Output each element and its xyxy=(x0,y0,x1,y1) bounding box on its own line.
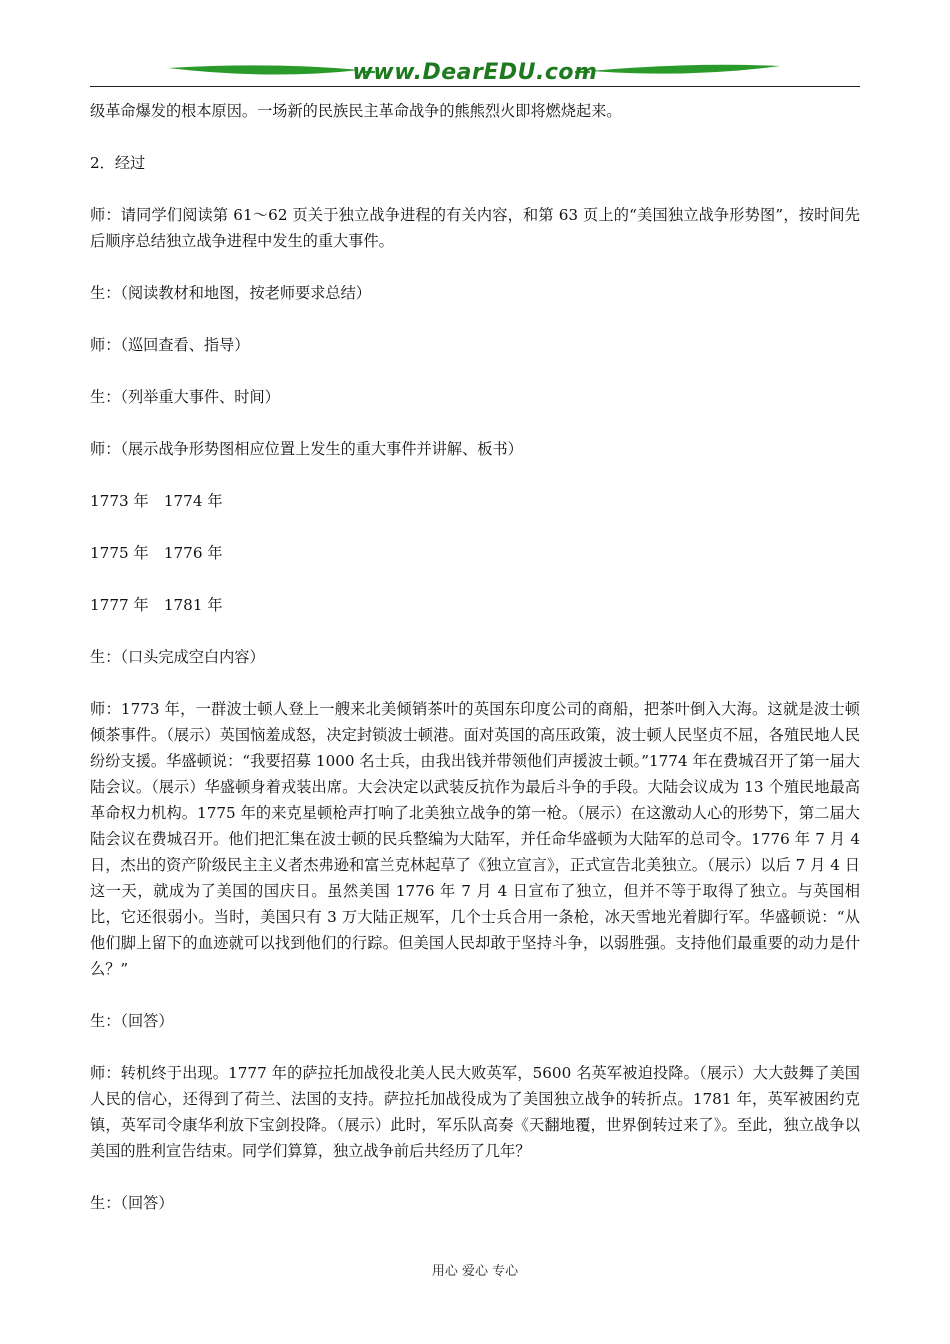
year-line-3: 1777 年 1781 年 xyxy=(90,596,223,614)
page-footer: 用心 爱心 专心 xyxy=(431,1264,519,1279)
paragraph-5: 师：（巡回查看、指导） xyxy=(90,336,250,354)
year-line-2: 1775 年 1776 年 xyxy=(90,544,223,562)
paragraph-1: 级革命爆发的根本原因。一场新的民族民主革命战争的熊熊烈火即将燃烧起来。 xyxy=(90,102,622,120)
paragraph-14: 师：转机终于出现。1777 年的萨拉托加战役北美人民大败英军，5600 名英军被迫投降。（展示）大大鼓舞了美国人民的信心，还得到了荷兰、法国的支持。萨拉托加战役成为了美国独立战争的转折点。1781 年，英军被困约克镇，英军司令康华利放下宝剑投降。（展示）此时，军乐队高奏《天翻地覆，世界倒转过来了》。至此，独立战争以美国的胜利宣告结束。同学们算算，独立战争前后共经历了几年？ xyxy=(90,1064,860,1160)
year-line-1: 1773 年 1774 年 xyxy=(90,492,223,510)
paragraph-7: 师：（展示战争形势图相应位置上发生的重大事件并讲解、板书） xyxy=(90,440,523,458)
paragraph-11: 生：（口头完成空白内容） xyxy=(90,648,265,666)
paragraph-4: 生：（阅读教材和地图，按老师要求总结） xyxy=(90,284,371,302)
section-heading: 2．经过 xyxy=(90,154,146,172)
paragraph-13: 生：（回答） xyxy=(90,1012,174,1030)
paragraph-15: 生：（回答） xyxy=(90,1194,174,1212)
paragraph-12: 师：1773 年，一群波士顿人登上一艘来北美倾销茶叶的英国东印度公司的商船，把茶叶倒入大海。这就是波士顿倾茶事件。（展示）英国恼羞成怒，决定封锁波士顿港。面对英国的高压政策，波士顿人民坚贞不屈，各殖民地人民纷纷支援。华盛顿说：“我要招募 1000 名士兵，由我出钱并带领他们声援波士顿。”1774 年在费城召开了第一届大陆会议。（展示）华盛顿身着戎装出席。大会决定以武装反抗作为最后斗争的手段。大陆会议成为 13 个殖民地最高革命权力机构。1775 年的来克星顿枪声打响了北美独立战争的第一枪。（展示）在这激动人心的形势下，第二届大陆会议在费城召开。他们把汇集在波士顿的民兵整编为大陆军，并任命华盛顿为大陆军的总司令。1776 年 7 月 4 日，杰出的资产阶级民主主义者杰弗逊和富兰克林起草了《独立宣言》，正式宣告北美独立。（展示）以后 7 月 4 日这一天，就成为了美国的国庆日。虽然美国 1776 年 7 月 4 日宣布了独立，但并不等于取得了独立。与英国相比，它还很弱小。当时，美国只有 3 万大陆正规军，几个士兵合用一条枪，冰天雪地光着脚行军。华盛顿说：“从他们脚上留下的血迹就可以找到他们的行踪。但美国人民却敢于坚持斗争，以弱胜强。支持他们最重要的动力是什么？” xyxy=(90,700,860,978)
site-logo-text: www.DearEDU.com xyxy=(352,60,598,85)
paragraph-6: 生：（列举重大事件、时间） xyxy=(90,388,280,406)
paragraph-3: 师：请同学们阅读第 61～62 页关于独立战争进程的有关内容，和第 63 页上的“美国独立战争形势图”，按时间先后顺序总结独立战争进程中发生的重大事件。 xyxy=(90,206,860,250)
document-body xyxy=(90,98,860,1216)
header-divider xyxy=(90,86,860,87)
